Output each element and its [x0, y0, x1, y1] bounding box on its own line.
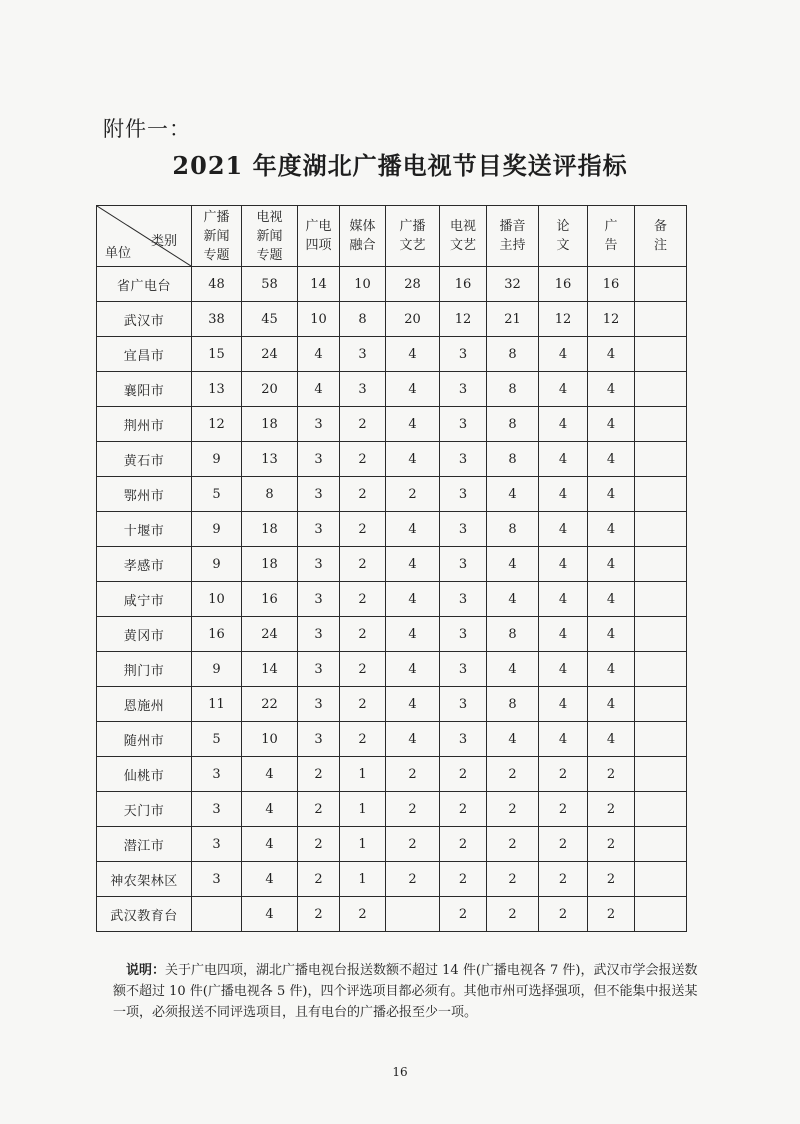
- quota-cell: [635, 442, 687, 477]
- column-header-line: 文: [556, 238, 570, 253]
- quota-cell: 9: [192, 512, 242, 547]
- quota-cell: 2: [340, 617, 386, 652]
- quota-cell: [635, 302, 687, 337]
- table-row: [97, 722, 687, 757]
- corner-category-label: 类别: [150, 234, 177, 249]
- quota-cell: 4: [539, 442, 588, 477]
- quota-cell: 15: [192, 337, 242, 372]
- quota-cell: 32: [487, 267, 539, 302]
- quota-cell: 4: [242, 862, 298, 897]
- table-row: [97, 897, 687, 932]
- quota-cell: 3: [298, 547, 340, 582]
- quota-cell: 2: [539, 862, 588, 897]
- quota-cell: 4: [386, 687, 440, 722]
- quota-cell: [635, 757, 687, 792]
- quota-cell: 2: [539, 827, 588, 862]
- note-text: 关于广电四项，湖北广播电视台报送数额不超过 14 件(广播电视各 7 件)，武汉市学会报送数额不超过 10 件(广播电视各 5 件)，四个评选项目都必须有。其他市州可选择强项，但不能集中报送某一项，必须报送不同评选项目，且有电台的广播必报至少一项。: [113, 963, 698, 1020]
- quota-cell: 2: [440, 792, 487, 827]
- quota-cell: 2: [588, 897, 635, 932]
- column-header-line: 主持: [499, 238, 526, 253]
- quota-cell: 4: [539, 617, 588, 652]
- unit-name-cell: 鄂州市: [97, 477, 192, 512]
- table-row: [97, 407, 687, 442]
- quota-cell: 8: [487, 687, 539, 722]
- quota-cell: 38: [192, 302, 242, 337]
- document-title: 2021 年度湖北广播电视节目奖送评指标: [172, 151, 628, 180]
- quota-cell: 3: [440, 582, 487, 617]
- column-header-line: 电视: [256, 209, 283, 225]
- quota-cell: 24: [242, 337, 298, 372]
- quota-cell: 1: [340, 827, 386, 862]
- quota-cell: 4: [487, 652, 539, 687]
- column-header-line: 专题: [256, 247, 283, 263]
- quota-cell: 2: [340, 897, 386, 932]
- quota-cell: 4: [386, 337, 440, 372]
- quota-cell: 2: [588, 862, 635, 897]
- unit-name-cell: 咸宁市: [97, 582, 192, 617]
- table-header-row: [97, 206, 687, 267]
- table-row: [97, 302, 687, 337]
- quota-cell: 4: [386, 722, 440, 757]
- column-header-line: 四项: [305, 238, 332, 253]
- quota-cell: 2: [440, 862, 487, 897]
- quota-cell: 8: [487, 442, 539, 477]
- quota-cell: 2: [440, 897, 487, 932]
- quota-cell: 24: [242, 617, 298, 652]
- quota-cell: 2: [340, 722, 386, 757]
- quota-cell: 4: [539, 337, 588, 372]
- quota-cell: 18: [242, 547, 298, 582]
- page-number: 16: [392, 1065, 408, 1079]
- quota-cell: 8: [340, 302, 386, 337]
- corner-cell: [97, 206, 192, 267]
- quota-cell: 4: [539, 582, 588, 617]
- quota-cell: 2: [298, 897, 340, 932]
- quota-cell: 16: [539, 267, 588, 302]
- quota-cell: 3: [440, 442, 487, 477]
- quota-cell: 3: [440, 547, 487, 582]
- quota-cell: 2: [440, 827, 487, 862]
- quota-cell: 9: [192, 652, 242, 687]
- unit-name-cell: 荆门市: [97, 652, 192, 687]
- quota-cell: 4: [386, 617, 440, 652]
- quota-cell: 16: [192, 617, 242, 652]
- unit-name-cell: 仙桃市: [97, 757, 192, 792]
- quota-cell: 48: [192, 267, 242, 302]
- quota-cell: 3: [298, 617, 340, 652]
- column-header-line: 融合: [349, 238, 376, 253]
- quota-cell: 4: [386, 442, 440, 477]
- quota-cell: 2: [340, 442, 386, 477]
- table-row: [97, 862, 687, 897]
- column-header-line: 专题: [203, 247, 230, 263]
- quota-cell: 2: [539, 792, 588, 827]
- quota-cell: [635, 512, 687, 547]
- column-header-line: 广播: [399, 219, 426, 234]
- table-row: [97, 652, 687, 687]
- quota-cell: 3: [440, 652, 487, 687]
- quota-cell: 2: [386, 477, 440, 512]
- quota-cell: 1: [340, 757, 386, 792]
- unit-name-cell: 武汉教育台: [97, 897, 192, 932]
- column-header: [588, 206, 635, 267]
- quota-cell: 2: [487, 862, 539, 897]
- column-header-line: 新闻: [203, 228, 230, 244]
- table-row: [97, 582, 687, 617]
- table-row: [97, 547, 687, 582]
- unit-name-cell: 省广电台: [97, 267, 192, 302]
- quota-cell: 4: [487, 582, 539, 617]
- quota-cell: 2: [340, 407, 386, 442]
- quota-cell: 3: [440, 372, 487, 407]
- quota-cell: 4: [242, 897, 298, 932]
- explanation-note: [113, 960, 703, 1023]
- quota-cell: 4: [539, 652, 588, 687]
- quota-cell: 4: [588, 652, 635, 687]
- quota-cell: 4: [588, 547, 635, 582]
- quota-cell: 12: [192, 407, 242, 442]
- quota-cell: 2: [487, 897, 539, 932]
- quota-cell: [635, 722, 687, 757]
- unit-name-cell: 武汉市: [97, 302, 192, 337]
- column-header-line: 广: [604, 219, 618, 234]
- quota-cell: [635, 687, 687, 722]
- quota-cell: 22: [242, 687, 298, 722]
- quota-cell: 2: [298, 862, 340, 897]
- corner-unit-label: 单位: [105, 246, 132, 261]
- quota-cell: [635, 652, 687, 687]
- quota-cell: 2: [340, 652, 386, 687]
- quota-cell: 2: [340, 547, 386, 582]
- quota-cell: 2: [487, 827, 539, 862]
- quota-cell: 13: [242, 442, 298, 477]
- quota-cell: 2: [487, 792, 539, 827]
- column-header-line: 广电: [305, 219, 332, 234]
- quota-cell: 20: [242, 372, 298, 407]
- quota-cell: 4: [386, 582, 440, 617]
- unit-name-cell: 宜昌市: [97, 337, 192, 372]
- column-header-line: 文艺: [399, 238, 426, 253]
- quota-cell: [635, 792, 687, 827]
- quota-cell: 4: [588, 582, 635, 617]
- quota-cell: 4: [539, 512, 588, 547]
- unit-name-cell: 恩施州: [97, 687, 192, 722]
- table-row: [97, 617, 687, 652]
- quota-cell: [635, 547, 687, 582]
- quota-table: [96, 205, 687, 932]
- column-header: [440, 206, 487, 267]
- quota-cell: 3: [440, 337, 487, 372]
- quota-cell: 1: [340, 792, 386, 827]
- quota-cell: 2: [386, 757, 440, 792]
- quota-cell: 4: [588, 372, 635, 407]
- quota-cell: 4: [386, 512, 440, 547]
- quota-cell: 4: [386, 547, 440, 582]
- quota-cell: 2: [386, 862, 440, 897]
- column-header: [386, 206, 440, 267]
- quota-cell: 14: [298, 267, 340, 302]
- column-header: [340, 206, 386, 267]
- quota-cell: 12: [539, 302, 588, 337]
- column-header-line: 告: [604, 238, 618, 253]
- quota-cell: 10: [298, 302, 340, 337]
- unit-name-cell: 荆州市: [97, 407, 192, 442]
- quota-cell: 2: [539, 897, 588, 932]
- quota-cell: [635, 477, 687, 512]
- table-row: [97, 512, 687, 547]
- quota-cell: 10: [192, 582, 242, 617]
- quota-cell: 2: [340, 512, 386, 547]
- column-header-line: 论: [556, 219, 570, 234]
- quota-cell: 4: [539, 687, 588, 722]
- quota-cell: [635, 862, 687, 897]
- column-header: [635, 206, 687, 267]
- quota-cell: 3: [440, 512, 487, 547]
- quota-cell: 5: [192, 477, 242, 512]
- quota-cell: 28: [386, 267, 440, 302]
- quota-cell: 4: [386, 652, 440, 687]
- quota-cell: 2: [440, 757, 487, 792]
- quota-cell: 18: [242, 407, 298, 442]
- column-header-line: 电视: [449, 219, 476, 234]
- quota-cell: 13: [192, 372, 242, 407]
- quota-cell: 8: [487, 337, 539, 372]
- quota-cell: 3: [298, 687, 340, 722]
- column-header-line: 备: [653, 219, 667, 234]
- quota-cell: 9: [192, 442, 242, 477]
- quota-cell: [635, 582, 687, 617]
- quota-cell: 2: [588, 757, 635, 792]
- quota-cell: 3: [192, 827, 242, 862]
- quota-cell: 4: [588, 407, 635, 442]
- quota-cell: 4: [487, 547, 539, 582]
- quota-cell: 16: [242, 582, 298, 617]
- quota-cell: 4: [539, 477, 588, 512]
- quota-cell: [192, 897, 242, 932]
- quota-cell: 4: [588, 617, 635, 652]
- quota-cell: 2: [487, 757, 539, 792]
- quota-cell: 3: [340, 337, 386, 372]
- unit-name-cell: 黄冈市: [97, 617, 192, 652]
- quota-cell: 16: [440, 267, 487, 302]
- column-header-line: 注: [653, 238, 667, 253]
- column-header: [242, 206, 298, 267]
- quota-cell: 2: [340, 477, 386, 512]
- quota-cell: 3: [192, 862, 242, 897]
- unit-name-cell: 天门市: [97, 792, 192, 827]
- quota-cell: 8: [487, 372, 539, 407]
- quota-cell: 11: [192, 687, 242, 722]
- quota-cell: [635, 827, 687, 862]
- quota-cell: 8: [242, 477, 298, 512]
- unit-name-cell: 孝感市: [97, 547, 192, 582]
- unit-name-cell: 潜江市: [97, 827, 192, 862]
- quota-cell: 3: [298, 477, 340, 512]
- quota-cell: 4: [242, 827, 298, 862]
- quota-cell: [635, 337, 687, 372]
- quota-cell: 18: [242, 512, 298, 547]
- quota-cell: 4: [588, 512, 635, 547]
- quota-cell: [635, 372, 687, 407]
- quota-cell: 2: [298, 757, 340, 792]
- quota-cell: [635, 897, 687, 932]
- quota-cell: 2: [298, 827, 340, 862]
- quota-cell: 9: [192, 547, 242, 582]
- quota-cell: 2: [298, 792, 340, 827]
- quota-cell: 4: [242, 757, 298, 792]
- quota-cell: 21: [487, 302, 539, 337]
- quota-cell: 4: [539, 722, 588, 757]
- attachment-label: 附件一：: [103, 117, 191, 141]
- quota-cell: 2: [588, 792, 635, 827]
- quota-cell: [635, 617, 687, 652]
- quota-cell: 8: [487, 512, 539, 547]
- quota-cell: 1: [340, 862, 386, 897]
- unit-name-cell: 十堰市: [97, 512, 192, 547]
- quota-cell: 16: [588, 267, 635, 302]
- quota-cell: 10: [340, 267, 386, 302]
- quota-cell: 12: [588, 302, 635, 337]
- quota-cell: 3: [440, 687, 487, 722]
- quota-cell: 8: [487, 407, 539, 442]
- quota-cell: 4: [588, 687, 635, 722]
- unit-name-cell: 随州市: [97, 722, 192, 757]
- column-header-line: 文艺: [449, 238, 476, 253]
- quota-cell: 4: [298, 372, 340, 407]
- quota-cell: 2: [386, 792, 440, 827]
- quota-cell: 3: [440, 407, 487, 442]
- quota-cell: 4: [588, 722, 635, 757]
- table-row: [97, 267, 687, 302]
- quota-cell: [635, 407, 687, 442]
- quota-cell: 4: [539, 407, 588, 442]
- table-body: [97, 267, 687, 932]
- quota-cell: 4: [588, 337, 635, 372]
- quota-cell: 2: [340, 687, 386, 722]
- table-row: [97, 687, 687, 722]
- quota-cell: 3: [298, 407, 340, 442]
- table-row: [97, 757, 687, 792]
- quota-cell: 2: [588, 827, 635, 862]
- quota-cell: 8: [487, 617, 539, 652]
- table-row: [97, 827, 687, 862]
- quota-cell: 4: [539, 547, 588, 582]
- table-row: [97, 372, 687, 407]
- quota-cell: 3: [440, 722, 487, 757]
- quota-cell: 3: [298, 582, 340, 617]
- quota-cell: 20: [386, 302, 440, 337]
- quota-cell: 3: [440, 617, 487, 652]
- quota-cell: 3: [192, 757, 242, 792]
- quota-cell: [635, 267, 687, 302]
- table-row: [97, 442, 687, 477]
- quota-cell: 58: [242, 267, 298, 302]
- quota-cell: 10: [242, 722, 298, 757]
- quota-cell: 4: [386, 407, 440, 442]
- table-row: [97, 792, 687, 827]
- note-label: 说明：: [126, 963, 166, 978]
- column-header: [487, 206, 539, 267]
- quota-cell: 5: [192, 722, 242, 757]
- quota-cell: 2: [340, 582, 386, 617]
- quota-cell: [386, 897, 440, 932]
- column-header-line: 新闻: [256, 228, 283, 244]
- quota-cell: 14: [242, 652, 298, 687]
- quota-cell: 3: [298, 442, 340, 477]
- quota-cell: 3: [192, 792, 242, 827]
- table-row: [97, 337, 687, 372]
- column-header: [298, 206, 340, 267]
- quota-cell: 3: [298, 652, 340, 687]
- column-header: [192, 206, 242, 267]
- quota-cell: 3: [440, 477, 487, 512]
- quota-cell: 4: [242, 792, 298, 827]
- quota-cell: 4: [487, 477, 539, 512]
- quota-cell: 45: [242, 302, 298, 337]
- quota-cell: 4: [487, 722, 539, 757]
- quota-cell: 3: [340, 372, 386, 407]
- quota-cell: 4: [386, 372, 440, 407]
- column-header-line: 广播: [203, 209, 230, 225]
- unit-name-cell: 黄石市: [97, 442, 192, 477]
- quota-cell: 4: [588, 477, 635, 512]
- column-header: [539, 206, 588, 267]
- quota-cell: 12: [440, 302, 487, 337]
- quota-cell: 2: [386, 827, 440, 862]
- quota-cell: 3: [298, 722, 340, 757]
- unit-name-cell: 神农架林区: [97, 862, 192, 897]
- column-header-line: 播音: [499, 219, 526, 234]
- quota-cell: 4: [588, 442, 635, 477]
- column-header-line: 媒体: [349, 219, 376, 234]
- quota-cell: 3: [298, 512, 340, 547]
- quota-cell: 4: [539, 372, 588, 407]
- unit-name-cell: 襄阳市: [97, 372, 192, 407]
- table-row: [97, 477, 687, 512]
- quota-cell: 2: [539, 757, 588, 792]
- quota-cell: 4: [298, 337, 340, 372]
